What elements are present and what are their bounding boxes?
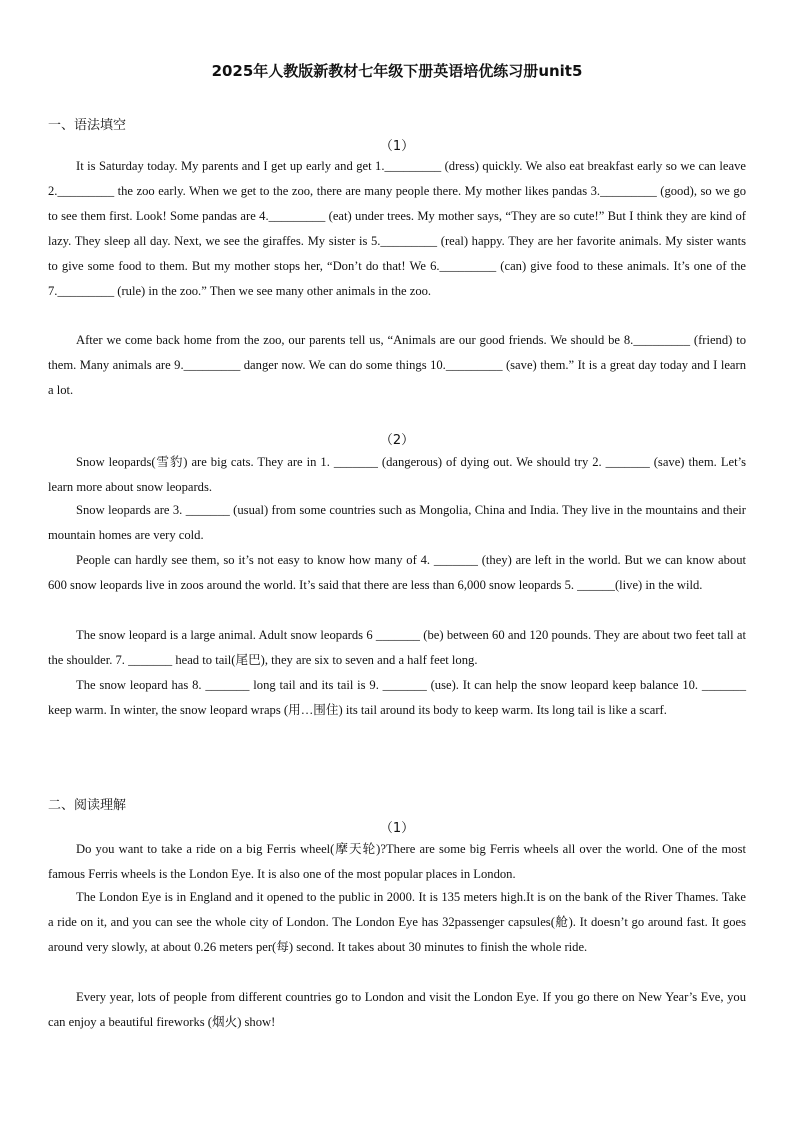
paragraph: The snow leopard has 8. _______ long tail and its tail is 9. _______ (use). It can help the snow leopard keep balance 10. _______ keep warm. In winter, the snow leopard wraps (用…围住) its tail around its body to keep warm. Its long tail is like a scarf. xyxy=(48,678,746,717)
part-number: （1） xyxy=(379,821,415,836)
paragraph: Snow leopards are 3. _______ (usual) from some countries such as Mongolia, China and India. They live in the mountains and their mountain homes are very cold. xyxy=(48,503,746,542)
paragraph: Every year, lots of people from different countries go to London and visit the London Eye. If you go there on New Year’s Eve, you can enjoy a beautiful fireworks (烟火) show! xyxy=(48,990,746,1029)
section-heading-grammar: 一、语法填空 xyxy=(48,118,127,133)
paragraph: It is Saturday today. My parents and I get up early and get 1._________ (dress) quickly. We also eat breakfast early so we can leave 2._________ the zoo early. When we get to the zoo, there are many people there. My mother likes pandas 3._________ (good), so we go to see them first. Look! Some pandas are 4._________ (eat) under trees. My mother says, “They are so cute!” But I think they are kind of lazy. They sleep all day. Next, we see the giraffes. My sister is 5._________ (real) happy. They are her favorite animals. My sister wants to give some food to them. But my mother stops her, “Don’t do that! We 6._________ (can) give food to these animals. It’s one of the 7._________ (rule) in the zoo.” Then we see many other animals in the zoo. xyxy=(48,159,746,298)
page-title: 2025年人教版新教材七年级下册英语培优练习册unit5 xyxy=(211,62,583,80)
section-heading-reading: 二、阅读理解 xyxy=(48,798,127,813)
paragraph: Do you want to take a ride on a big Ferris wheel(摩天轮)?There are some big Ferris wheels all over the world. One of the most famous Ferris wheels is the London Eye. It is also one of the most popular places in London. xyxy=(48,842,746,881)
paragraph: People can hardly see them, so it’s not easy to know how many of 4. _______ (they) are left in the world. But we can know about 600 snow leopards live in zoos around the world. It’s said that there are less than 6,000 snow leopards 5. ______(live) in the wild. xyxy=(48,553,746,592)
paragraph: Snow leopards(雪豹) are big cats. They are in 1. _______ (dangerous) of dying out. We should try 2. _______ (save) them. Let’s learn more about snow leopards. xyxy=(48,455,746,494)
paragraph: The snow leopard is a large animal. Adult snow leopards 6 _______ (be) between 60 and 120 pounds. They are about two feet tall at the shoulder. 7. _______ head to tail(尾巴), they are six to seven and a half feet long. xyxy=(48,628,746,667)
part-number: （2） xyxy=(379,433,415,448)
paragraph: After we come back home from the zoo, our parents tell us, “Animals are our good friends. We should be 8._________ (friend) to them. Many animals are 9._________ danger now. We can do some things 10._________ (save) them.” It is a great day today and I learn a lot. xyxy=(48,333,746,397)
paragraph: The London Eye is in England and it opened to the public in 2000. It is 135 meters high.It is on the bank of the River Thames. Take a ride on it, and you can see the whole city of London. The London Eye has 32passenger capsules(舱). It doesn’t go around fast. It goes around very slowly, at about 0.26 meters per(每) second. It takes about 30 minutes to finish the whole ride. xyxy=(48,890,746,954)
part-number: （1） xyxy=(379,139,415,154)
